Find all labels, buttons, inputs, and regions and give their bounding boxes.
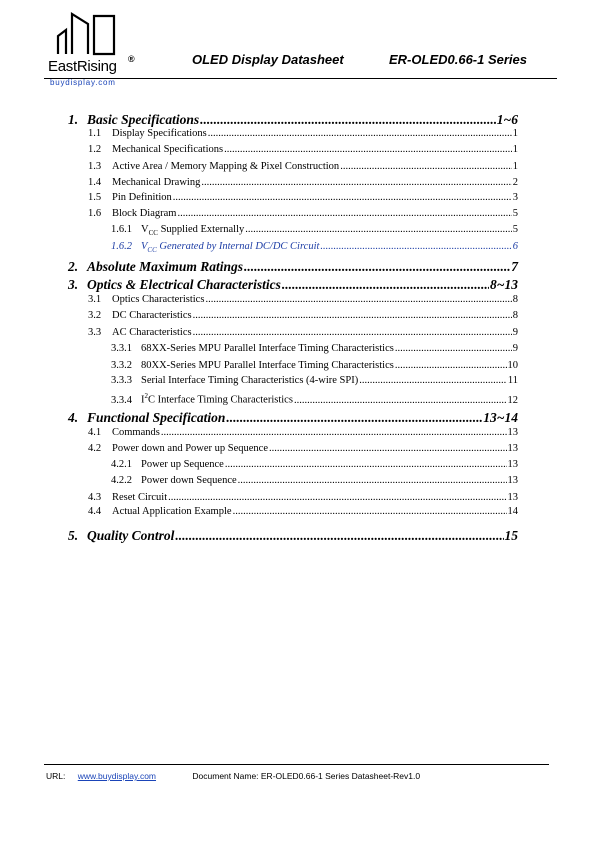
toc-subscript: CC (148, 229, 158, 238)
dot-leader (173, 192, 512, 203)
dot-leader (395, 360, 507, 371)
toc-number: 3.3.3 (111, 375, 132, 386)
toc-page-number: 13 (507, 492, 518, 503)
toc-number: 4.4 (88, 506, 102, 517)
toc-page-number: 1 (512, 128, 518, 139)
toc-title-text: Mechanical Drawing (112, 177, 201, 188)
toc-title (87, 410, 225, 426)
toc-title (141, 343, 394, 354)
series-name: ER-OLED0.66-1 Series (389, 52, 528, 67)
toc-page-number: 8~13 (490, 277, 518, 292)
toc-title-text: Optics & Electrical Characteristics (87, 277, 281, 292)
toc-entry[interactable] (88, 427, 518, 438)
toc-title (112, 506, 232, 517)
toc-title (112, 177, 200, 188)
dot-leader (282, 277, 489, 293)
toc-number: 1.1 (88, 128, 102, 139)
toc-title (112, 492, 167, 503)
dot-leader (269, 443, 506, 454)
toc-number: 4. (68, 410, 79, 425)
toc-page-number: 13 (507, 443, 518, 454)
toc-entry[interactable] (68, 112, 518, 128)
toc-title-text: C Interface Timing Characteristics (148, 394, 293, 406)
toc-title (112, 310, 192, 321)
toc-page-number: 14 (507, 506, 518, 517)
toc-title-text: Power down Sequence (141, 475, 237, 486)
toc-page-number: 15 (504, 528, 518, 543)
toc-entry[interactable] (88, 327, 518, 338)
toc-number: 4.2 (88, 443, 102, 454)
toc-entry[interactable] (68, 410, 518, 426)
toc-title-text: Display Specifications (112, 128, 207, 139)
toc-number: 3.3.4 (111, 394, 132, 406)
toc-page-number: 10 (507, 360, 518, 371)
toc-page-number: 1 (512, 144, 518, 155)
toc-title-text: Reset Circuit (112, 492, 168, 503)
toc-title-text: 80XX-Series MPU Parallel Interface Timing Characteristics (141, 360, 394, 371)
toc-title-text: Pin Definition (112, 192, 172, 203)
toc-entry[interactable] (68, 259, 518, 275)
toc-entry[interactable] (68, 528, 518, 544)
toc-title-text: Active Area / Memory Mapping & Pixel Construction (112, 161, 340, 172)
toc-page-number: 13 (507, 459, 518, 470)
toc-number: 1.2 (88, 144, 102, 155)
footer-divider (44, 764, 549, 765)
toc-page-number: 2 (512, 177, 518, 188)
toc-title-text: Power up Sequence (141, 459, 224, 470)
document-name: Document Name: ER-OLED0.66-1 Series Datasheet-Rev1.0 (192, 771, 421, 781)
toc-title-text: Generated by Internal DC/DC Circuit (156, 241, 320, 252)
toc-title-text: Supplied Externally (157, 224, 245, 235)
toc-page-number: 7 (511, 259, 518, 274)
toc-entry[interactable] (88, 443, 518, 454)
toc-entry[interactable] (111, 360, 518, 371)
toc-title-text: Actual Application Example (112, 506, 232, 517)
page-header (0, 0, 595, 110)
toc-entry[interactable] (111, 241, 518, 254)
dot-leader (359, 375, 507, 386)
dot-leader (205, 294, 511, 305)
toc-number: 1.4 (88, 177, 102, 188)
toc-title-text: Serial Interface Timing Characteristics (4-wire SPI) (141, 375, 359, 386)
dot-leader (175, 528, 503, 544)
toc-number: 3.3.1 (111, 343, 132, 354)
toc-title-text: Quality Control (87, 528, 175, 543)
registered-mark: ® (128, 54, 135, 64)
toc-title-text: Functional Specification (87, 410, 226, 425)
toc-title-text: Power down and Power up Sequence (112, 443, 269, 454)
toc-number: 3. (68, 277, 79, 292)
toc-entry[interactable] (68, 277, 518, 293)
toc-title (112, 294, 204, 305)
dot-leader (201, 177, 511, 188)
dot-leader (320, 241, 511, 252)
dot-leader (177, 208, 511, 219)
toc-title (112, 327, 192, 338)
toc-title (87, 112, 199, 128)
toc-number: 5. (68, 528, 79, 543)
toc-entry[interactable] (88, 161, 518, 172)
page-footer (46, 771, 420, 781)
dot-leader (200, 112, 496, 128)
toc-page-number: 8 (512, 310, 518, 321)
dot-leader (168, 492, 506, 503)
toc-number: 1.6.1 (111, 224, 132, 235)
toc-number: 4.1 (88, 427, 102, 438)
toc-number: 3.2 (88, 310, 102, 321)
toc-title (141, 241, 319, 254)
dot-leader (244, 259, 510, 275)
dot-leader (208, 128, 512, 139)
toc-title-text: Mechanical Specifications (112, 144, 224, 155)
dot-leader (193, 310, 512, 321)
toc-entry[interactable] (111, 459, 518, 470)
toc-entry[interactable] (88, 506, 518, 517)
toc-entry[interactable] (88, 294, 518, 305)
header-divider (44, 78, 557, 79)
toc-title (112, 427, 160, 438)
logo-subtitle: buydisplay.com (50, 78, 116, 87)
toc-number: 3.3.2 (111, 360, 132, 371)
dot-leader (340, 161, 512, 172)
document-title: OLED Display Datasheet (192, 52, 344, 67)
toc-entry[interactable] (111, 224, 518, 237)
toc-title (141, 360, 394, 371)
toc-title-text: Block Diagram (112, 208, 177, 219)
toc-title (112, 161, 339, 172)
toc-entry[interactable] (88, 177, 518, 188)
toc-title-text: V (141, 241, 148, 252)
toc-entry[interactable] (88, 208, 518, 219)
toc-subscript: CC (147, 246, 157, 255)
toc-number: 1.5 (88, 192, 102, 203)
toc-title-text: Commands (112, 427, 160, 438)
toc-title (141, 392, 293, 406)
toc-title-text: DC Characteristics (112, 310, 192, 321)
dot-leader (245, 224, 511, 235)
toc-entry[interactable] (88, 128, 518, 139)
dot-leader (226, 410, 482, 426)
toc-page-number: 6 (512, 241, 518, 252)
toc-number: 3.3 (88, 327, 102, 338)
toc-page-number: 11 (507, 375, 518, 386)
dot-leader (294, 395, 507, 406)
toc-entry[interactable] (88, 192, 518, 203)
toc-page-number: 9 (512, 343, 518, 354)
toc-title (141, 459, 224, 470)
toc-title (112, 208, 176, 219)
toc-entry[interactable] (111, 392, 518, 406)
toc-title-text: V (141, 224, 149, 235)
dot-leader (225, 459, 507, 470)
toc-number: 3.1 (88, 294, 102, 305)
toc-title (141, 475, 237, 486)
toc-page-number: 13 (507, 427, 518, 438)
toc-entry[interactable] (88, 492, 518, 503)
toc-title (141, 224, 244, 237)
dot-leader (224, 144, 512, 155)
toc-page-number: 5 (512, 224, 518, 235)
toc-number: 4.3 (88, 492, 102, 503)
toc-page-number: 5 (512, 208, 518, 219)
dot-leader (161, 427, 507, 438)
dot-leader (193, 327, 512, 338)
toc-entry[interactable] (88, 144, 518, 155)
logo-mark-icon (52, 10, 122, 60)
toc-entry[interactable] (111, 343, 518, 354)
toc-number: 4.2.1 (111, 459, 132, 470)
toc-number: 2. (68, 259, 79, 274)
toc-page-number: 9 (512, 327, 518, 338)
toc-page-number: 13~14 (483, 410, 518, 425)
dot-leader (238, 475, 507, 486)
toc-title (87, 528, 174, 544)
toc-page-number: 12 (507, 394, 518, 406)
toc-entry[interactable] (88, 310, 518, 321)
toc-title-text: AC Characteristics (112, 327, 192, 338)
toc-number: 1.6.2 (111, 241, 132, 252)
toc-title-text: I (141, 394, 145, 406)
toc-number: 4.2.2 (111, 475, 132, 486)
dot-leader (395, 343, 512, 354)
toc-title (87, 259, 243, 275)
toc-title (112, 192, 172, 203)
toc-title (87, 277, 281, 293)
toc-title-text: 68XX-Series MPU Parallel Interface Timing Characteristics (141, 343, 394, 354)
toc-page-number: 3 (512, 192, 518, 203)
toc-title-text: Optics Characteristics (112, 294, 205, 305)
toc-entry[interactable] (111, 475, 518, 486)
logo-text: EastRising (48, 58, 117, 75)
toc-entry[interactable] (111, 375, 518, 386)
toc-number: 1. (68, 112, 79, 127)
url-label: URL: (46, 771, 66, 781)
toc-number: 1.6 (88, 208, 102, 219)
toc-title-text: Absolute Maximum Ratings (87, 259, 244, 274)
toc-page-number: 1~6 (496, 112, 518, 127)
toc-title (112, 443, 268, 454)
toc-title (112, 128, 207, 139)
toc-page-number: 1 (512, 161, 518, 172)
toc-title (141, 375, 358, 386)
toc-title (112, 144, 223, 155)
toc-page-number: 13 (507, 475, 518, 486)
website-link[interactable]: www.buydisplay.com (77, 771, 157, 781)
toc-page-number: 8 (512, 294, 518, 305)
dot-leader (233, 506, 507, 517)
toc-superscript: 2 (144, 392, 148, 400)
toc-title-text: Basic Specifications (87, 112, 200, 127)
toc-number: 1.3 (88, 161, 102, 172)
